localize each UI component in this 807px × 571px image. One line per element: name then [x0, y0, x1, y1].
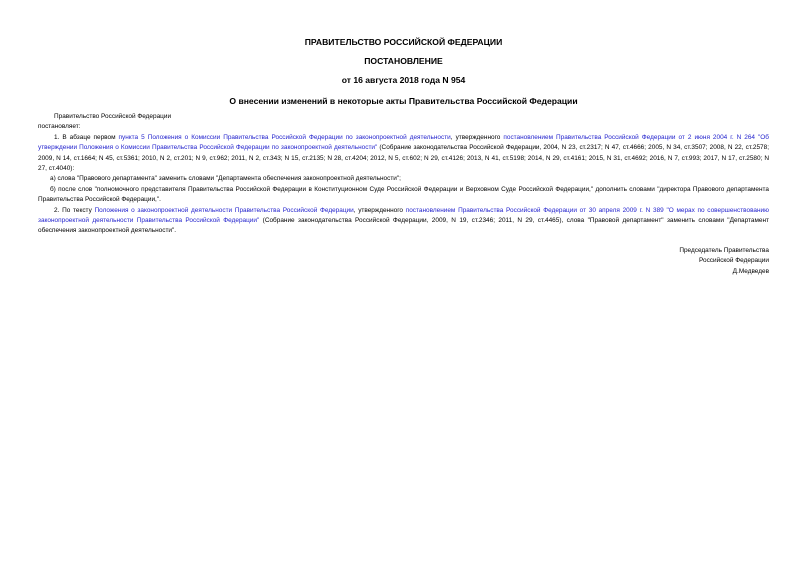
document-date-number: от 16 августа 2018 года N 954	[341, 75, 466, 85]
document-type: ПОСТАНОВЛЕНИЕ	[364, 56, 443, 66]
document-body	[38, 112, 769, 277]
paragraph-1	[38, 133, 769, 175]
p1-text-2: , утвержденного	[450, 133, 504, 141]
signature-title: Председатель Правительства	[679, 246, 769, 254]
link-resolution-389[interactable]: постановлением Правительства Российской Федерации от 30 апреля 2009 г. N 389 "О мерах по совершенствованию законопроектной деятельности Правительства Российской Федерации"	[38, 206, 769, 225]
subparagraph-a: а) слова "Правового департамента" заменить словами "Департамента обеспечения законопроектной деятельности";	[50, 175, 401, 183]
paragraph-2	[38, 206, 769, 237]
p1-text-1: 1. В абзаце первом	[54, 133, 119, 141]
intro-line-1: Правительство Российской Федерации	[54, 113, 172, 120]
link-commission-regulation-item5[interactable]: пункта 5 Положения о Комиссии Правительства Российской Федерации по законопроектной деятельности	[118, 133, 451, 141]
document-subject: О внесении изменений в некоторые акты Правительства Российской Федерации	[229, 96, 578, 106]
signature-block	[38, 246, 769, 277]
signature-name: Д.Медведев	[732, 267, 769, 275]
subparagraph-b: б) после слов "полномочного представителя Правительства Российской Федерации в Конституционном Суде Российской Федерации и Верховном Суде Российской Федерации," дополнить словами "директора Правового департамента Правительства Российской Федерации,".	[38, 185, 769, 204]
intro-line-2: постановляет:	[38, 123, 81, 131]
link-resolution-264[interactable]: постановлением Правительства Российской Федерации от 2 июня 2004 г. N 264 "Об утверждении Положения о Комиссии Правительства Российской Федерации по законопроектной деятельности"	[38, 133, 769, 152]
signature-title-2: Российской Федерации	[698, 257, 769, 265]
government-heading: ПРАВИТЕЛЬСТВО РОССИЙСКОЙ ФЕДЕРАЦИИ	[304, 37, 503, 47]
p1-text-3: (Собрание законодательства Российской Федерации, 2004, N 23, ст.2317; N 47, ст.4666; 2005, N 34, ст.3507; 2008, N 22, ст.2578; 2009, N 14, ст.1664; N 45, ст.5361; 2010, N 2, ст.201; N 9, ст.962; 2011, N 2, ст.343; N 15, ст.2135; N 28, ст.4204; 2012, N 5, ст.602; N 29, ст.4126; 2013, N 41, ст.5198; 2014, N 29, ст.4161; 2015, N 31, ст.4692; 2016, N 7, ст.993; 2017, N 17, ст.2580; N 27, ст.4040):	[38, 144, 769, 173]
p2-text-2: , утвержденного	[353, 206, 406, 214]
link-lawmaking-regulation[interactable]: Положения о законопроектной деятельности Правительства Российской Федерации	[94, 206, 354, 214]
p2-text-3: (Собрание законодательства Российской Федерации, 2009, N 19, ст.2346; 2011, N 29, ст.4465), слова "Правовой департамент" заменить словами "Департамент обеспечения законопроектной деятельности".	[38, 217, 769, 235]
p2-text-1: 2. По тексту	[54, 206, 95, 214]
